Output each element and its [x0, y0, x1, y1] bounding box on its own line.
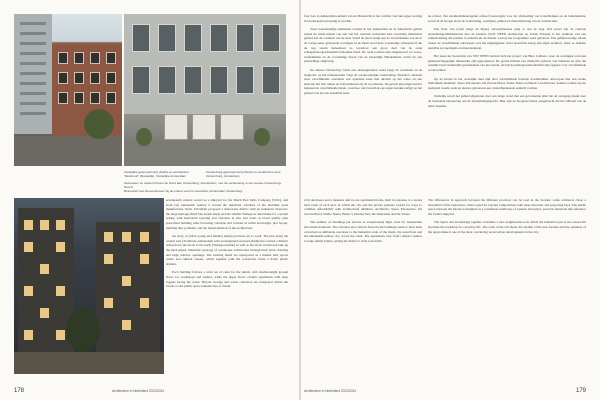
paragraph: four bars in Amsterdam eenheid van de Maastricht in het comfort van hun eigen woning in Lindenpark bewaardig te worden.	[304, 14, 422, 23]
caption-body: Gebouwen en straten binnen de buurt aan Oostenburg, Amsterdam, met de verbouwing en de nieuwe Oostenburg-Noord.	[124, 181, 282, 190]
folio-number-left: 178	[14, 388, 25, 394]
page-gutter	[299, 0, 301, 400]
paragraph: De nieuwe bebouwing vormt een aaneengesloten wand langs de waterkant en de laagbouw op het binnenterrein volgt de oorspronkelijke verkaveling. Daardoor ontstaan twee verschillende werelden: een openbare kade met uitzicht op het water en een besloten hof met tuinen en brievenbussen bij de voordeuren. De gevels zijn uitgevoerd in baksteen in verschillende tinten, waardoor elk bouwblok een eigen karakter krijgt en het geheel toch als een ensemble leest.	[304, 67, 422, 95]
paragraph: The number of dwellings per hectare is exceptionally high, even for Amsterdam new-build standards. The variation and contrast found in the buildings seem to have been conceived as deliberate reactions to the industrial scale of the sheds, the waterfront and the nineteenth-century city across the canal. The apartments vary from compact studios to large family homes, giving the district a wide social mix.	[304, 220, 422, 243]
caption-title: Oostelijke garenspinnerij (Stork) en werkhuizen 'Sluisbuurt' (Danswijk), Oostelijke Amsterdam	[124, 170, 189, 179]
paragraph: Zuidelijk wordt het gebied afgesloten door een lange wand met een gevarieerde plint die de overgang maakt naar de bestaande bebouwing aan de Oostenburgergracht. Hier zijn de hoogteaccenten aangebracht die het silhouet van de buurt bepalen.	[428, 94, 586, 108]
right-article-column-3	[304, 198, 422, 374]
planter	[136, 128, 152, 146]
right-article-column-1	[304, 14, 422, 192]
concrete-tower	[14, 14, 52, 134]
paragraph: Een fleur van (vaak jonge en hippe) ontwerpbureaus ging er aan de slag. Een kavel aan de centrale Oostenburgermiddenstraat met de kazerne (SNT NEEN Architecten en Urban Echoes) is het resultaat van een samenwerking die primair voortkomt uit de manier waarop het programma werd gebouwd. Een gelijkwaardige relatie tussen de verschillende ontwerpers was het uitgangspunt: ieder bouwblok kreeg zijn eigen architect, maar ze deelden dezelfde set spelregels en materiaalpalet.	[428, 27, 586, 50]
paragraph: Twee bouwkundige elementen worden in het Amsterdam en de Maastricht gebied tussen de beide kanten van een van het centrum verbonden met voormalig industrieel gebied aan de oostkant van de stad. Vanaf de jaren zestig aan de bouwblokken van de in de vorige eeuw gebouwde woningen in de buurt werd deze voormalige scheepswerf die nu nog steeds herkenbaar is, waardoor een groot deel van de oude scheepsbouwgeschiedenis behouden bleef. De oude loodsen zijn omgebouwd tot woon-werkruimten en de voormalige haven van de Oostelijke Handelskade vormt nu een parkachtige omgeving.	[304, 27, 422, 64]
planter	[254, 128, 270, 146]
mailbox	[164, 114, 188, 140]
paragraph: Op de kavels in het oostelijke deel zijn door verschillende bureaus woonblokken ontworpen met een sterke individuele identiteit: Space Encounters, De Zwarte Hond, Studio Nauta en Heren 5 Architecten. Samen vormen zij een stadsdeel waarin oude en nieuwe gebouwen een vanzelfsprekende eenheid vormen.	[428, 76, 586, 90]
paragraph: The differences in approach between the different practices can be read in the facades: some architects chose a monolithic brick expression, others opted for layered compositions with deep balconies and projecting bays. The public space between the blocks is designed as a continuous landscape of squares and quays, paved in materials that reference the former shipyard.	[428, 198, 586, 216]
left-article-column-bottom	[166, 198, 288, 374]
courtyard-tree	[66, 308, 100, 352]
running-title-left: Architecture in Nederland 2023/2024	[112, 389, 164, 393]
folio-number-right: 179	[575, 388, 586, 394]
housing-block	[96, 222, 160, 358]
mailbox	[192, 114, 216, 140]
courtyard-photo	[124, 14, 286, 166]
paragraph: An array of (often young and female) design practices set to work. The plot along the central axis (Trombone Amsterdam with an integrated recessed plinth) has created a distinct urban front; the block to the north (Werkspoorkade) as well as the block in between take up the hard-edged, industrial typology of warehouse architecture through their brick cladding and large window openings. The existing sheds are repurposed as a market hall, sports centre and cultural venues, which together with the courtyards create a lively public domain.	[166, 234, 288, 266]
caption-body: Binnenhof met brievenbussen bij de entree van het woonblok, Amsterdam Oostenburg.	[124, 189, 244, 194]
courtyard-facade	[124, 14, 286, 114]
right-article-column-4	[428, 198, 586, 374]
running-title-right: Architecture in Nederland 2023/2024	[304, 389, 356, 393]
caption-2	[206, 170, 286, 178]
right-article-column-2	[428, 14, 586, 192]
street-tree	[84, 109, 114, 139]
caption-title: Oostenburg-garenspinnerij (Stork) en werkhuizen door Oostenburg, Amsterdam	[206, 170, 281, 179]
caption-1-body	[124, 181, 286, 194]
paragraph: civil developer and a business unit in one apartment blocks, built in response to a recent land value of each plot, in which the city and the private partners looked for ways to combine affordability with architectural ambition. Architects: Space Encounters, De Zwarte Hond, Studio Nauta, Heren 5, Donner Dev, De Onnersma and De Vrieze.	[304, 198, 422, 216]
caption-1	[124, 170, 202, 178]
paragraph: na school. Ten kwaliteitsmaatregelen schreef bouwregels voor de afwisseling van bouwblokken en de buitenruimte, zowel in de hoogte als in de verkaveling, rooilijnen, plinten en materialisering van de architectuur.	[428, 14, 586, 23]
mailbox	[220, 114, 244, 140]
paragraph: The Space and Oostenburg together constitute a new neighbourhood in which the industrial past is not erased but becomes the backdrop for everyday life. The scale of the old sheds, the rhythm of the new facades and the openness of the quays make it one of the most convincing recent urban developments in the city.	[428, 220, 586, 234]
dusk-photo	[14, 198, 164, 374]
paragraph: seventeenth century served as a shipyard for the Dutch East India Company (VOC), and from late nineteenth century it hosted the industrial activities of the maritime parts manufacturer Stork. Urbanism proposed a mixed-use district with an industrial character: the huge heritage-listed Van Gendt sheds and the smaller Werkspoor shed make for a spatial setting with horizontal layering and variation in size and scale. A broad quality plan prescribed building rules favouring variation and contrast in width and height, plot layout, building line, podiums, and the materialisation of the architecture.	[166, 198, 288, 230]
paragraph: Het naast het bouwblok van SNT NEEN bevindt zich het project van Buro Lubbers, waar de woningen rond een gemeenschappelijke binnentuin zijn gegroepeerd. De gevels hebben een ritmische opbouw van baksteen en glas die aansluit bij de industriële geschiedenis van het terrein, terwijl de plattegronden flexibel zijn opgezet voor verschillende woonvormen.	[428, 54, 586, 72]
street-photo	[14, 14, 122, 166]
street-road	[14, 136, 122, 166]
garden-path	[14, 352, 164, 374]
paragraph: Each building follows a strict set of rules for the plinth, with double-height ground floors for workshops and studios, while the upper floors contain apartments with deep loggias facing the water. Bicycle storage and waste collection are integrated within the blocks so the public space remains free of clutter.	[166, 270, 288, 289]
